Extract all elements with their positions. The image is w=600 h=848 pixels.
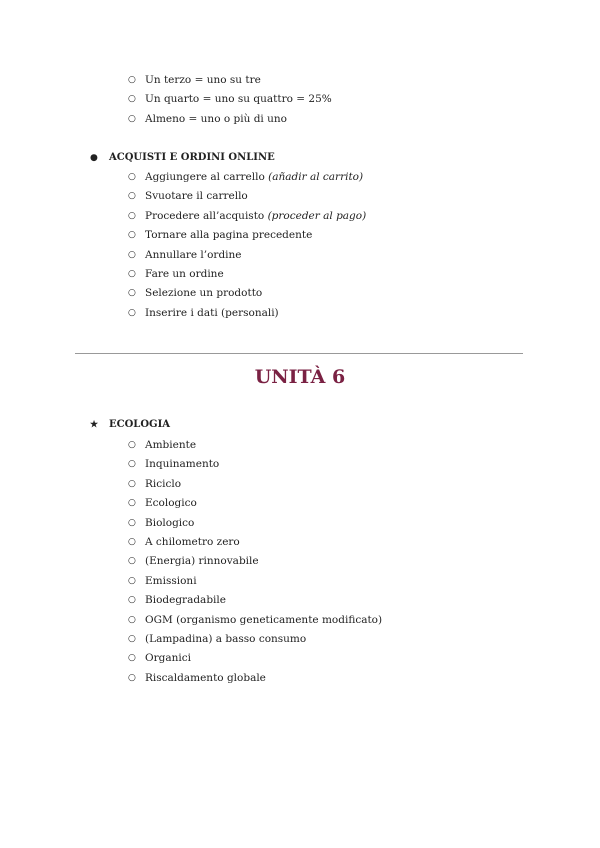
list-item-text: Annullare l’ordine [145,248,242,261]
list-item-text: Riciclo [145,477,182,490]
list-item-text: OGM (organismo geneticamente modificato) [145,613,383,626]
section-title: ACQUISTI E ORDINI ONLINE [109,152,275,163]
list-item-text: Organici [145,652,191,665]
circle-bullet-icon: ○ [128,230,136,241]
circle-bullet-icon: ○ [128,672,136,683]
circle-bullet-icon: ○ [128,307,136,318]
online-shopping-list [128,168,366,323]
list-item [128,304,366,323]
list-item-text: A chilometro zero [145,535,240,548]
section-heading-online-shopping [90,152,275,163]
circle-bullet-icon: ○ [128,633,136,644]
list-item [128,669,382,688]
list-item [128,475,382,494]
list-item [128,110,332,129]
list-item-text: (Lampadina) a basso consumo [145,632,307,645]
circle-bullet-icon: ○ [128,556,136,567]
list-item [128,630,382,649]
ecology-list [128,436,382,688]
list-item-text: Un terzo = uno su tre [145,74,261,86]
circle-bullet-icon: ○ [128,459,136,470]
list-item-text: Selezione un prodotto [145,287,263,300]
list-item-text: Fare un ordine [145,267,224,280]
circle-bullet-icon: ○ [128,517,136,528]
circle-bullet-icon: ○ [128,595,136,606]
fractions-list [128,71,332,129]
circle-bullet-icon: ○ [128,113,136,124]
circle-bullet-icon: ○ [128,575,136,586]
list-item [128,494,382,513]
list-item [128,246,366,265]
circle-bullet-icon: ○ [128,94,136,105]
circle-bullet-icon: ○ [128,498,136,509]
section-title: ECOLOGIA [109,419,171,430]
circle-bullet-icon: ○ [128,440,136,450]
circle-bullet-icon: ○ [128,653,136,664]
list-item-text: Biologico [145,516,195,529]
list-item [128,90,332,109]
list-item-text: Inserire i dati (personali) [145,306,279,319]
horizontal-divider [75,353,523,354]
star-icon: ★ [90,419,99,430]
list-item [128,436,382,455]
list-item [128,265,366,284]
list-item [128,649,382,668]
circle-bullet-icon: ○ [128,536,136,547]
circle-bullet-icon: ○ [128,210,136,221]
bullet-icon: ● [90,152,98,163]
list-item [128,611,382,630]
list-item [128,533,382,552]
circle-bullet-icon: ○ [128,75,136,85]
list-item-text: Almeno = uno o più di uno [145,112,287,125]
circle-bullet-icon: ○ [128,478,136,489]
list-item-text: (Energia) rinnovabile [145,555,259,568]
list-item-text: Aggiungere al carrello [145,171,269,183]
list-item [128,71,332,90]
list-item [128,187,366,206]
list-item-text: Ecologico [145,497,197,510]
list-item [128,552,382,571]
circle-bullet-icon: ○ [128,614,136,625]
circle-bullet-icon: ○ [128,191,136,202]
list-item-text: Riscaldamento globale [145,671,266,684]
section-heading-ecology [90,419,170,430]
list-item-text: Procedere all’acquisto [145,209,268,222]
circle-bullet-icon: ○ [128,268,136,279]
list-item [128,168,366,187]
circle-bullet-icon: ○ [128,288,136,299]
list-item-text: Un quarto = uno su quattro = 25% [145,93,332,106]
translation-note: (añadir al carrito) [268,171,364,183]
circle-bullet-icon: ○ [128,172,136,182]
list-item [128,284,366,303]
translation-note: (proceder al pago) [267,209,367,222]
list-item-text: Emissioni [145,574,197,587]
unit-title: UNITÀ 6 [254,366,346,388]
list-item [128,226,366,245]
list-item-text: Biodegradabile [145,594,226,607]
list-item [128,591,382,610]
list-item [128,514,382,533]
list-item-text: Inquinamento [145,458,220,471]
list-item-text: Ambiente [145,439,197,451]
circle-bullet-icon: ○ [128,249,136,260]
list-item-text: Svuotare il carrello [145,190,248,203]
list-item [128,572,382,591]
list-item [128,207,366,226]
list-item-text: Tornare alla pagina precedente [145,229,313,242]
list-item [128,455,382,474]
